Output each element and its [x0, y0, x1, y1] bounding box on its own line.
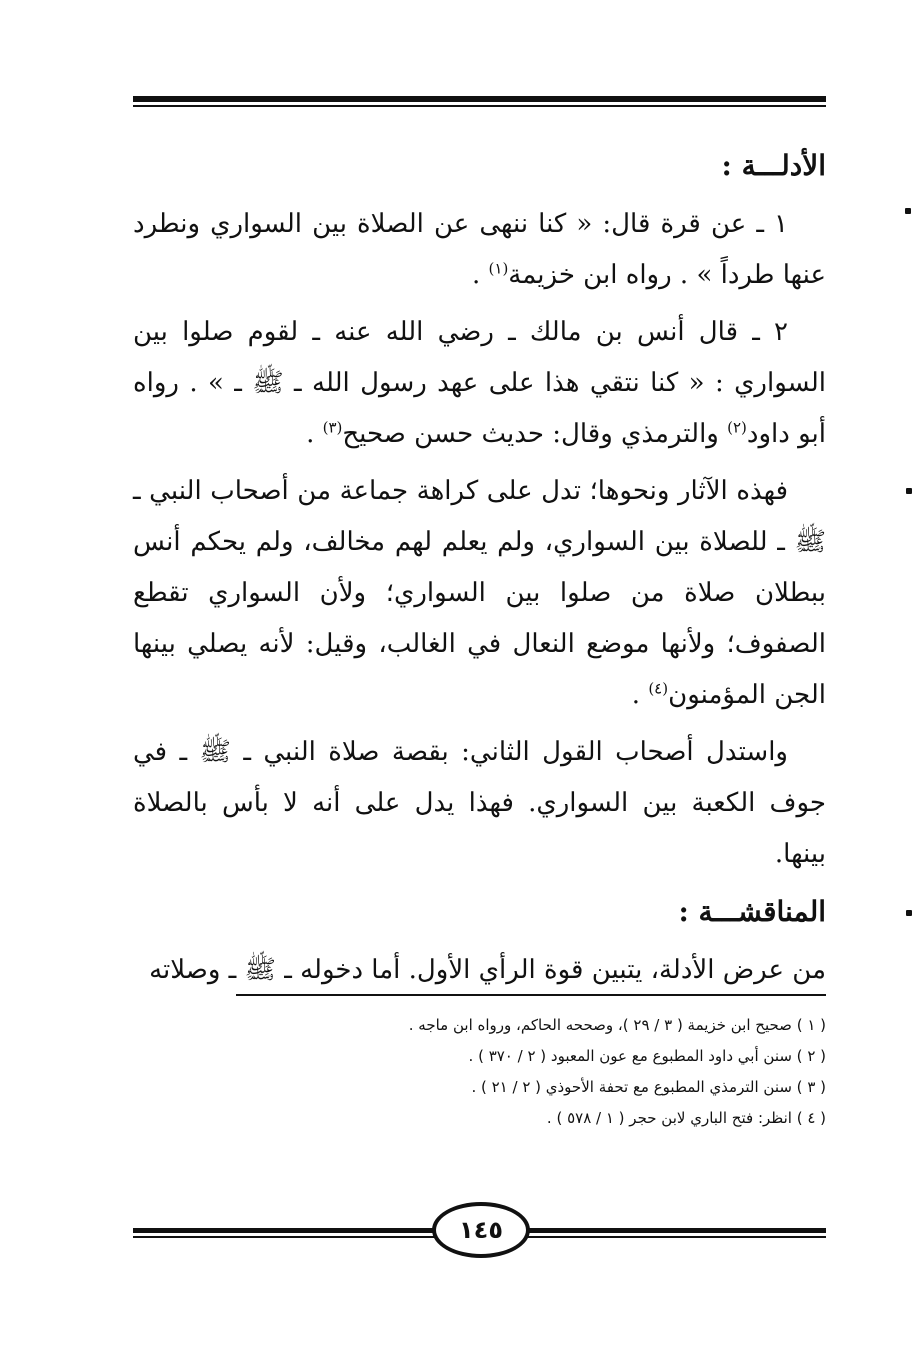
- paragraph-2: ٢ ـ قال أنس بن مالك ـ رضي الله عنه ـ لقوم صلوا بين السواري : « كنا نتقي هذا على عهد رسول الله ـ ﷺ ـ » . رواه أبو داود$^{(٢)}$ والترمذي وقال: حديث حسن صحيح$^{(٣)}$ .: [133, 317, 826, 449]
- footnote-ref-2: (٢): [727, 418, 747, 437]
- footnote-4: ( ٤ ) انظر: فتح الباري لابن حجر ( ١ / ٥٧٨ ) .: [546, 1109, 826, 1127]
- scan-mark: [906, 488, 912, 494]
- footnote-ref-3: (٣): [322, 418, 343, 437]
- paragraph-4: واستدل أصحاب القول الثاني: بقصة صلاة النبي ـ ﷺ ـ في جوف الكعبة بين السواري. فهذا يدل على أنه لا بأس بالصلاة بينها.: [133, 737, 826, 869]
- header-rule-thin: [133, 105, 826, 107]
- footnote-2: ( ٢ ) سنن أبي داود المطبوع مع عون المعبود ( ٢ / ٣٧٠ ) .: [468, 1047, 826, 1065]
- footnote-ref-4: (٤): [648, 679, 669, 698]
- footnote-separator: [236, 994, 826, 996]
- footnote-1: ( ١ ) صحيح ابن خزيمة ( ٣ / ٢٩ )، وصححه الحاكم، ورواه ابن ماجه .: [408, 1016, 826, 1034]
- footnotes: [236, 1010, 826, 1134]
- header-rule-thick: [133, 96, 826, 102]
- paragraph-5: من عرض الأدلة، يتبين قوة الرأي الأول. أما دخوله ـ ﷺ ـ وصلاته: [149, 955, 826, 985]
- heading-discussion: المناقشـــة :: [678, 895, 826, 928]
- paragraph-3: فهذه الآثار ونحوها؛ تدل على كراهة جماعة من أصحاب النبي ـ ﷺ ـ للصلاة بين السواري، ولم يعلم لهم مخالف، ولم يحكم أنس ببطلان صلاة من صلوا بين السواري؛ ولأن السواري تقطع الصفوف؛ ولأنها موضع النعال في الغالب، وقيل: لأنه يصلي بينها الجن المؤمنون$^{(٤)}$ .: [133, 476, 826, 710]
- scan-mark: [905, 208, 911, 214]
- footnote-3: ( ٣ ) سنن الترمذي المطبوع مع تحفة الأحوذي ( ٢ / ٢١ ) .: [471, 1078, 826, 1096]
- page-number: ١٤٥: [432, 1202, 530, 1258]
- footnote-ref-1: (١): [488, 259, 509, 278]
- paragraph-1: ١ ـ عن قرة قال: « كنا ننهى عن الصلاة بين السواري ونطرد عنها طرداً » . رواه ابن خزيمة$^{(١)}$ .: [133, 209, 826, 290]
- main-text: [133, 140, 826, 1002]
- heading-evidence: الأدلـــة :: [721, 149, 826, 182]
- scan-mark: [906, 910, 912, 916]
